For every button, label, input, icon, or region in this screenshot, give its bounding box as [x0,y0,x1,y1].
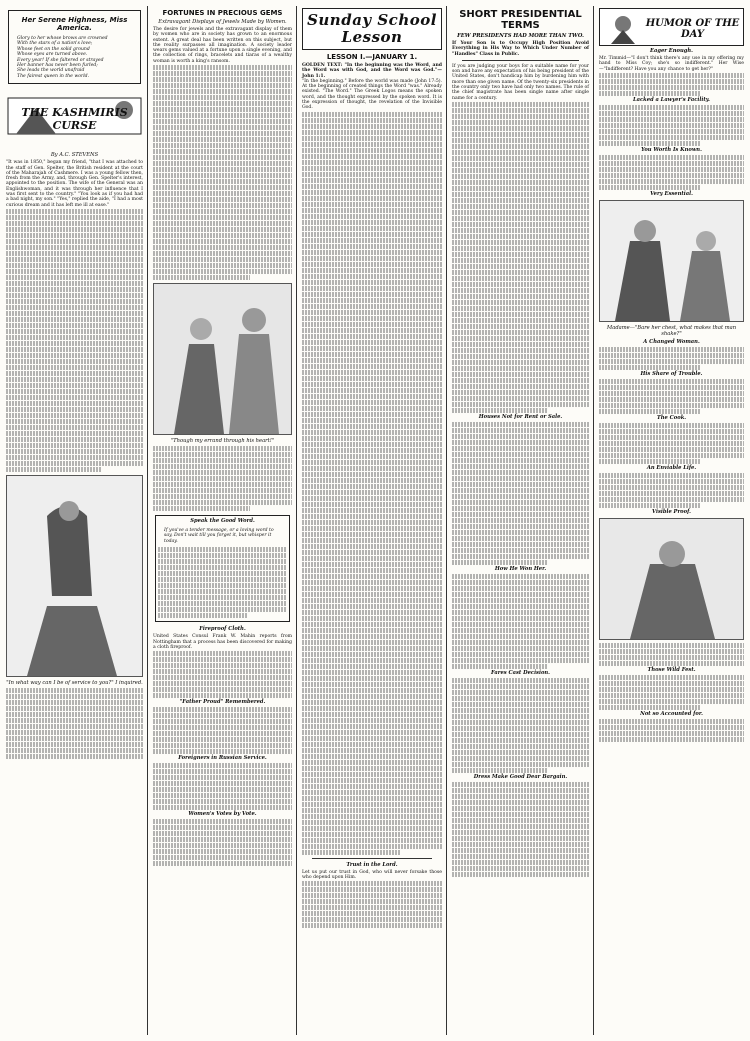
jester-icon [603,10,643,44]
article-illustration [153,283,292,435]
golden-text: GOLDEN TEXT: "In the beginning was the Word, and the Word was with God, and the Word was God."—John 1:1. [302,63,442,79]
article-title: Houses Not for Rent or Sale. [478,413,563,420]
serial-byline: By A.C. STEVENS [50,152,99,159]
article-body: The desire for jewels and the extravagant display of them by women who are in society has grown to an enormous extent. A great deal has been written on this subject, but the reality surpasses all imagination. A society leader wears gems valued at a fortune upon a single evening, and the collection of rings, bracelets and tiaras of a wealthy woman is worth a king's ransom. [153,27,292,64]
poem-title: Speak the Good Word. [190,518,255,525]
joke-title: Visible Proof. [652,508,691,515]
column-4 [448,6,593,1035]
section-header: HUMOR OF THE DAY [645,18,740,40]
article-title: Fares Cast Decision. [491,669,550,676]
column-rule [593,6,594,1035]
poem-box [155,515,290,622]
joke-title: Not so Accounted for. [640,710,703,717]
article-title: Extravagant Displays of Jewels Made by Women. [158,19,287,25]
joke-title: Eager Enough. [650,48,693,54]
joke-title: Those Wild Fest. [647,666,696,673]
poem-body: If you've a tender message, or a loving word to say, Don't wait till you forget it, but whisper it today. [164,528,274,544]
serial-banner-art [6,88,143,148]
section-header: SHORT PRESIDENTIAL TERMS [459,9,582,31]
article-body: United States Consul Frank W. Mahin reports from Nottingham that a process has been discovered for making a cloth fireproof. [153,634,292,650]
article-body: Let us put our trust in God, who will never forsake those who depend upon Him. [302,869,442,880]
joke-title: Lacked a Lawyer's Facility. [633,96,710,103]
lesson-body: "In the beginning." Before the world was made (John 17:5). At the beginning of created things the Word "was." Already existed. "The Word." The Greek Logos means the spoken word, and the thought expressed by the spoken word. It is the expression of thought, the revelation of the Invisible God. [302,78,442,111]
article-title: Foreigners in Russian Service. [178,755,267,762]
joke-title: The Cook. [656,414,687,421]
humor-header-box [599,8,744,46]
serial-title: THE KASHMIRIS CURSE [21,106,128,133]
joke-body: Mr. Timmid—"I don't think there's any use in my offering my hand to Miss Coy; she's so indifferent." Her Wise—"Indifferent? Have you any chance to get her?" [599,56,744,72]
article-title: Fireproof Cloth. [199,626,246,633]
illustration-caption: "In what way can I be of service to you?" I inquired. [6,679,143,686]
joke-title: You Worth Is Known. [641,146,702,153]
article-body: If you are judging your boys for a suitable name for your son and have any expectation of his being president of the United States, don't handicap him by burdening him with more than one given name. Of the twenty-six presidents in the country only two have had only two names. The rule of the chief magistrate has been single name after single name for a century. [452,63,589,101]
article-title: "Father Proud" Remembered. [179,699,266,706]
joke-title: A Changed Woman. [643,338,700,345]
masthead-title: Sunday School Lesson [307,11,437,46]
column-2 [149,6,296,1035]
article-title: Trust in the Lord. [346,861,398,868]
cartoon-illustration [599,200,744,322]
article-title: Women's Votes by Vote. [188,811,257,818]
illustration-caption: "Though my errand through his heart!" [170,438,275,445]
column-rule [446,6,447,1035]
column-rule [296,6,297,1035]
article-title: Dress Make Good Dear Bargain. [473,773,568,780]
section-subheader: FEW PRESIDENTS HAD MORE THAN TWO. [457,33,584,39]
story-lead: "It was in 1850," began my friend, "that I was attached to the staff of Gen. Spelter, the British resident at the court of the Maharajah of Cashmere. I was a young fellow then, fresh from the Army, and, through Gen. Spelter's interest, appointed to the position. The wife of the General was an Englishwoman, and it was through her influence that I was first sent to the country." "You look as if you had had a bad night, my son." "Yes," replied the aide, "I had a most curious dream and it has left me ill at ease." [6,160,143,208]
article-lead: If Your Son is to Occupy High Position Avoid Everything in His Way to Which Under Number of "Handles" Class in Public. [452,41,589,57]
column-1 [2,6,147,1035]
story-illustration [6,475,143,677]
poem-title: Her Serene Highness, Miss America. [21,16,128,32]
article-title: How He Won Her. [494,565,547,572]
column-3 [298,6,446,1035]
column-5 [595,6,748,1035]
cartoon-illustration [599,518,744,640]
lesson-label: LESSON I.—JANUARY 1. [326,53,418,61]
column-rule [147,6,148,1035]
masthead-box [302,8,442,50]
joke-title: An Enviable Life. [646,464,697,471]
joke-title: Very Essential. [650,190,693,197]
section-header: FORTUNES IN PRECIOUS GEMS [162,9,283,17]
joke-title: His Share of Trouble. [640,370,703,377]
cartoon-caption: Madame—"Bare her chest, what makes that man shake?" [606,324,737,337]
poem-box [8,10,141,84]
poem-body: Glory to her whose brows are crowned With the stars of a nation's love; Whose feet on the solid ground Whose eyes are turned above. Every year! If she faltered or strayed Her banner has never been furled; She leads the world unafraid The fairest queen in the world. [17,36,108,79]
